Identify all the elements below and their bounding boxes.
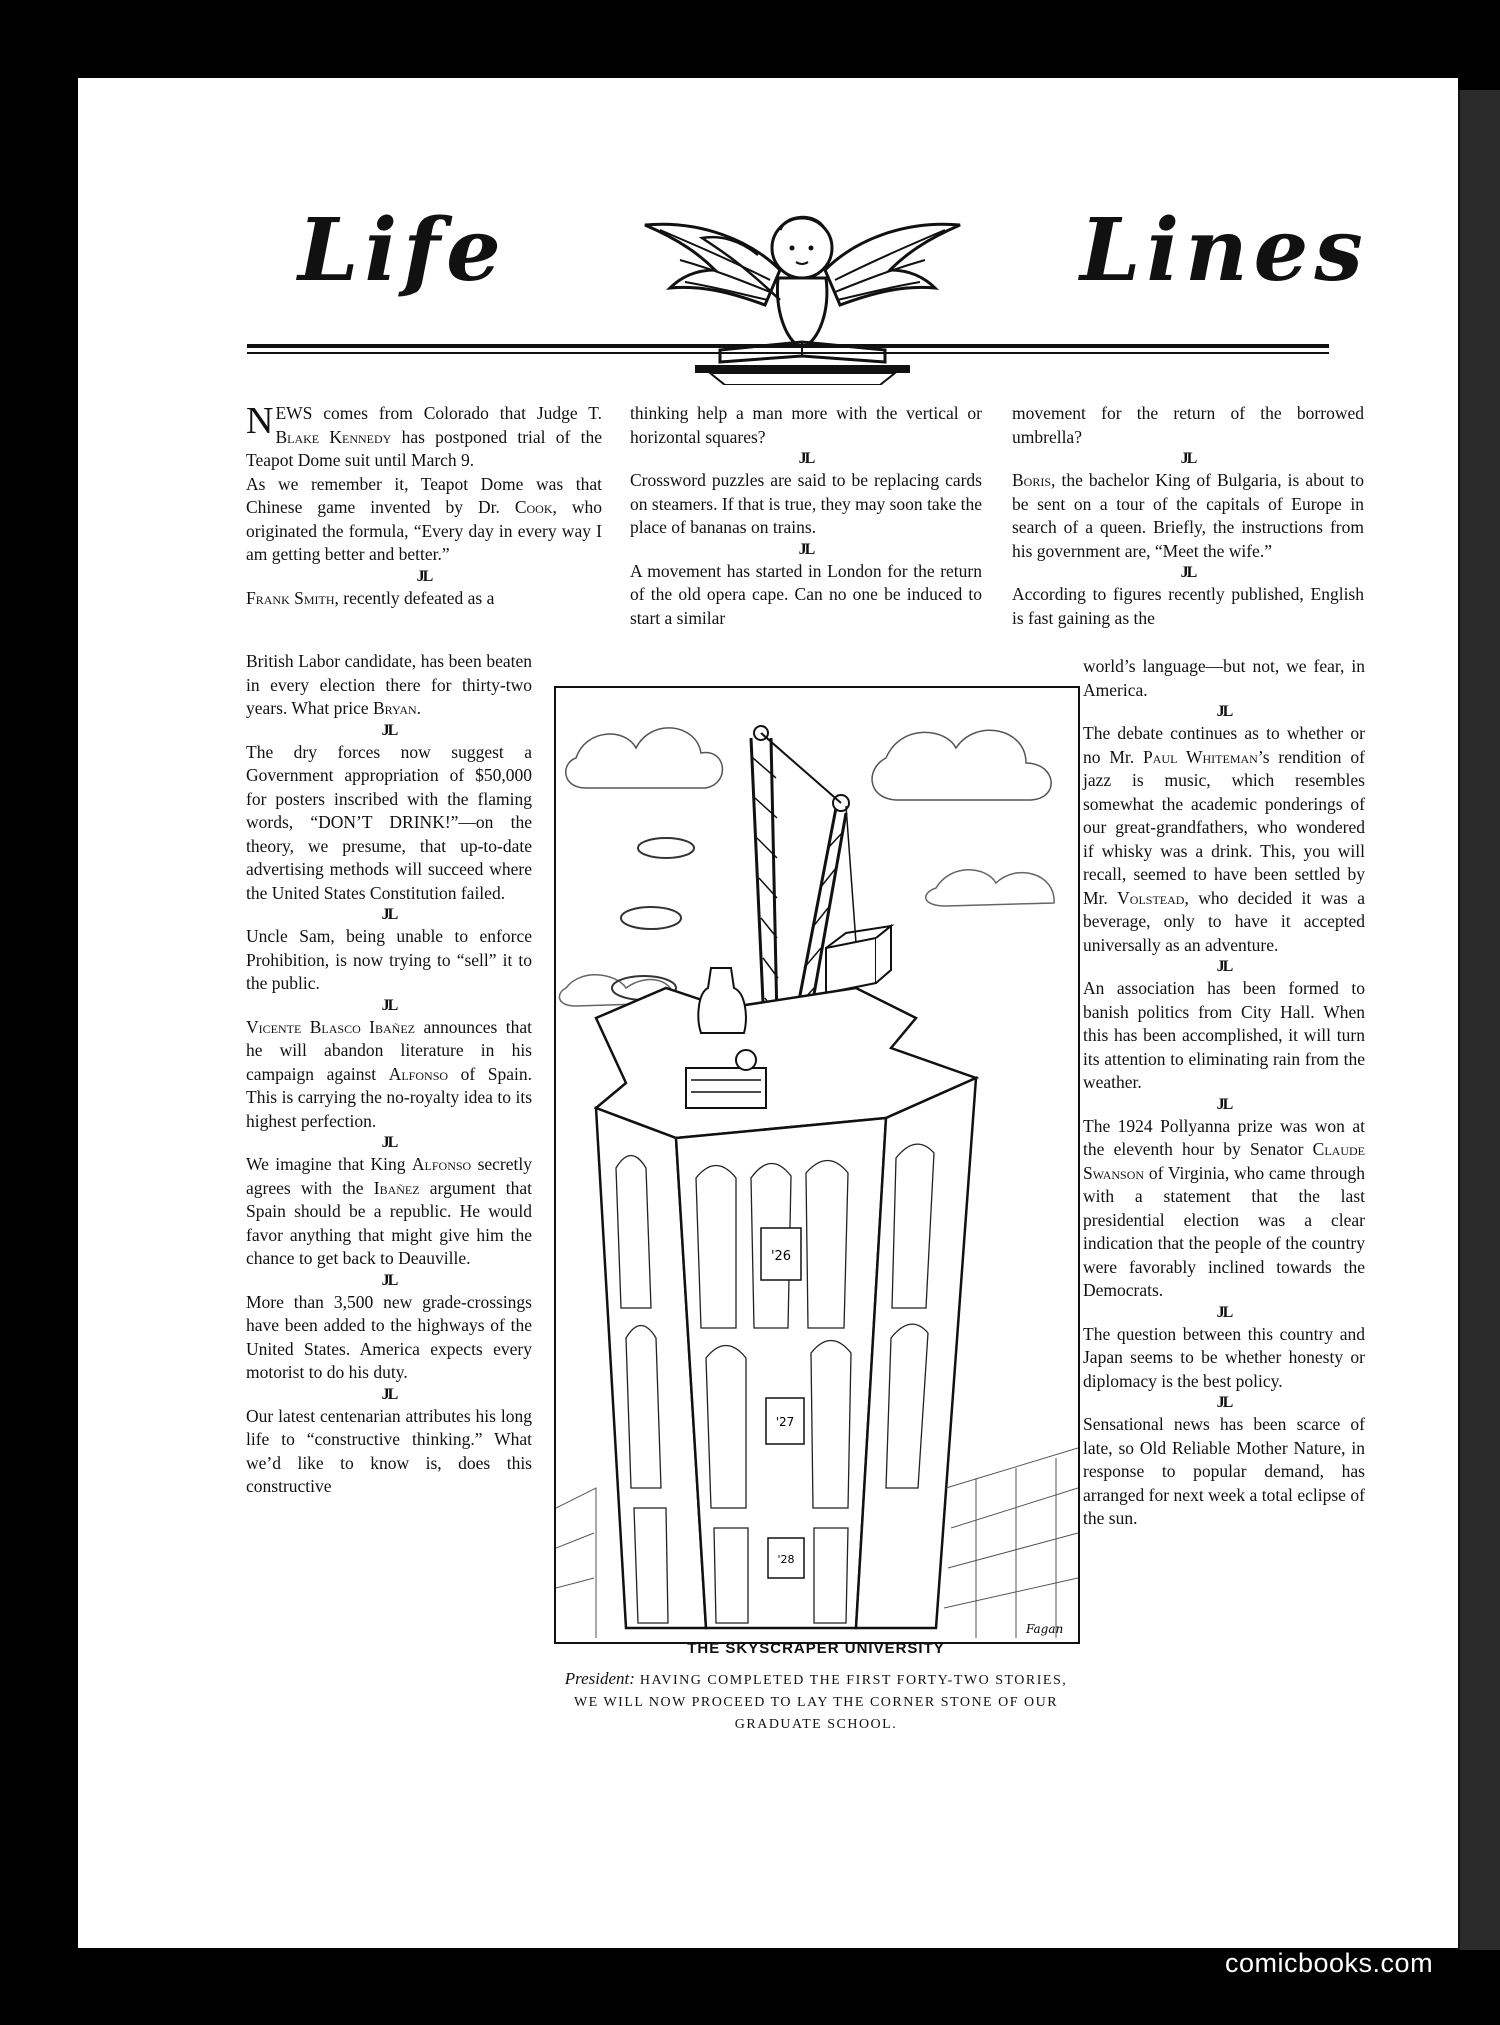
text: , the bachelor King of Bulgaria, is about to be sent on a tour of the capitals of Europe in search of a queen. Briefly, the instructions from his government are, “Meet the wife.”	[1012, 470, 1364, 561]
text: announces that he will abandon literature in his campaign against	[246, 1016, 532, 1084]
paragraph	[246, 1153, 532, 1271]
name-text: Ibañez	[373, 1177, 420, 1198]
name-text: Paul Whiteman	[1143, 746, 1258, 767]
text: We imagine that King	[246, 1154, 412, 1174]
paragraph: Crossword puzzles are said to be replacing cards on steamers. If that is true, they may soon take the place of bananas on trains.	[630, 470, 982, 537]
separator-glyph: JL	[1180, 564, 1196, 581]
caption-speaker: President:	[564, 1669, 635, 1688]
masthead-rule-thin	[247, 352, 1329, 354]
text: The debate continues as to whether or no Mr.	[1083, 723, 1365, 767]
cartoon-drawing	[556, 688, 1078, 1642]
paragraph: The question between this country and Japan seems to be whether honesty or diplomacy is the best policy.	[1083, 1323, 1365, 1391]
skyscraper-illustration	[554, 686, 1080, 1644]
text: , who originated the formula, “Every day in every way I am getting better and better.”	[246, 497, 602, 564]
paragraph: A movement has started in London for the return of the old opera cape. Can no one be induced to start a similar	[630, 560, 982, 628]
paragraph	[1012, 469, 1364, 563]
class-sign-27: '27	[775, 1415, 795, 1429]
text: secretly agrees with the	[246, 1154, 532, 1198]
caption-title: THE SKYSCRAPER UNIVERSITY	[687, 1640, 945, 1657]
paragraph: thinking help a man more with the vertical or horizontal squares?	[630, 403, 982, 447]
separator-glyph: JL	[798, 450, 814, 467]
paragraph: Our latest centenarian attributes his long life to “constructive thinking.” What we’d like to know is, does this constructive	[246, 1405, 532, 1496]
class-sign-26: '26	[770, 1249, 792, 1264]
separator-glyph: JL	[381, 906, 397, 923]
paragraph: Uncle Sam, being unable to enforce Prohibition, is now trying to “sell” it to the public.	[246, 926, 532, 993]
text: The 1924 Pollyanna prize was won at the eleventh hour by Senator	[1083, 1115, 1365, 1159]
text: , recently defeated as a	[334, 587, 495, 608]
text: of Spain. This is carrying the no-royalty idea to its highest perfection.	[246, 1063, 532, 1131]
text: As we remember it, Teapot Dome was that Chinese game invented by Dr.	[246, 473, 602, 517]
paragraph	[1083, 1115, 1365, 1303]
separator-glyph: JL	[1216, 1095, 1232, 1113]
paragraph	[246, 650, 532, 721]
column-3-bottom	[1083, 655, 1365, 1531]
paragraph: More than 3,500 new grade-crossings have been added to the highways of the United States. America expects every motorist to do his duty.	[246, 1291, 532, 1382]
paragraph	[246, 587, 602, 611]
name-text: Alfonso	[411, 1154, 472, 1174]
separator-glyph: JL	[416, 567, 432, 585]
watermark: comicbooks.com	[1225, 1948, 1434, 1978]
artist-signature: Fagan	[1026, 1622, 1064, 1636]
name-text: Cook	[514, 497, 553, 517]
name-text: Bryan	[372, 698, 417, 718]
column-2-top	[630, 402, 982, 630]
text: .	[416, 698, 422, 718]
text: of Virginia, who came through with a statement that the last presidential election was a clear indication that the people of the country were favorably inclined towards the Democrats.	[1083, 1162, 1365, 1300]
paragraph: According to figures recently published, English is fast gaining as the	[1012, 584, 1364, 628]
paragraph: Sensational news has been scarce of late, so Old Reliable Mother Nature, in response to popular demand, has arranged for next week a total eclipse of the sun.	[1083, 1414, 1365, 1528]
text: ’s rendition of jazz is music, which resembles somewhat the academic ponderings of our great-grandfathers, who wondered if whisky was a drink. This, you will recall, seemed to have been settled by Mr.	[1083, 746, 1365, 908]
name-text: Alfonso	[388, 1063, 449, 1084]
separator-glyph: JL	[1216, 1394, 1232, 1411]
text: argument that Spain should be a republic. He would favor anything that might give him the chance to get back to Deauville.	[246, 1177, 532, 1268]
masthead-rule	[247, 344, 1329, 348]
separator-glyph: JL	[1216, 703, 1232, 720]
separator-glyph: JL	[1180, 450, 1196, 467]
separator-glyph: JL	[381, 721, 397, 739]
paragraph	[246, 1016, 532, 1134]
text: British Labor candidate, has been beaten in every election there for thirty-two years. What price	[246, 651, 532, 718]
next-page-edge	[1460, 90, 1500, 1950]
drop-cap: N	[246, 400, 274, 442]
paragraph: world’s language—but not, we fear, in America.	[1083, 656, 1365, 700]
cherub-emblem	[640, 200, 965, 385]
column-1-bottom	[246, 650, 532, 1499]
separator-glyph: JL	[1216, 958, 1232, 975]
name-text: Vicente Blasco Ibañez	[246, 1016, 416, 1037]
paragraph: movement for the return of the borrowed umbrella?	[1012, 403, 1364, 447]
separator-glyph: JL	[1216, 1303, 1232, 1321]
name-text: Claude Swanson	[1083, 1139, 1365, 1183]
column-3-top	[1012, 402, 1364, 630]
paragraph	[1083, 722, 1365, 957]
separator-glyph: JL	[381, 996, 397, 1014]
masthead-lines: Lines	[1080, 200, 1369, 301]
paragraph	[246, 402, 602, 473]
paragraph	[246, 473, 602, 567]
column-1-top	[246, 402, 602, 610]
caption-body: HAVING COMPLETED THE FIRST FORTY-TWO STORIES, WE WILL NOW PROCEED TO LAY THE CORNER STONE OF OUR GRADUATE SCHOOL.	[573, 1673, 1068, 1732]
text: , who decided it was a beverage, only to have it accepted universally as an adventure.	[1083, 887, 1365, 955]
separator-glyph: JL	[381, 1134, 397, 1151]
name-text: Blake Kennedy	[275, 426, 392, 447]
name-text: Volstead	[1117, 887, 1185, 908]
name-text: Boris	[1012, 470, 1052, 490]
caption-text	[562, 1668, 1070, 1736]
masthead-life: Life	[298, 200, 507, 301]
text: EWS comes from Colorado that Judge T.	[275, 403, 602, 423]
separator-glyph: JL	[381, 1271, 397, 1289]
separator-glyph: JL	[381, 1385, 397, 1403]
paragraph: The dry forces now suggest a Government appropriation of $50,000 for posters inscribed with the flaming words, “DON’T DRINK!”—on the theory, we presume, that up-to-date advertising methods will succeed where the United States Constitution failed.	[246, 741, 532, 903]
text: has postponed trial of the Teapot Dome suit until March 9.	[246, 426, 602, 470]
name-text: Frank Smith	[246, 587, 335, 608]
paragraph: An association has been formed to banish politics from City Hall. When this has been accomplished, it will turn its attention to eliminating rain from the weather.	[1083, 978, 1365, 1092]
separator-glyph: JL	[798, 540, 814, 558]
class-sign-28: '28	[777, 1553, 795, 1566]
